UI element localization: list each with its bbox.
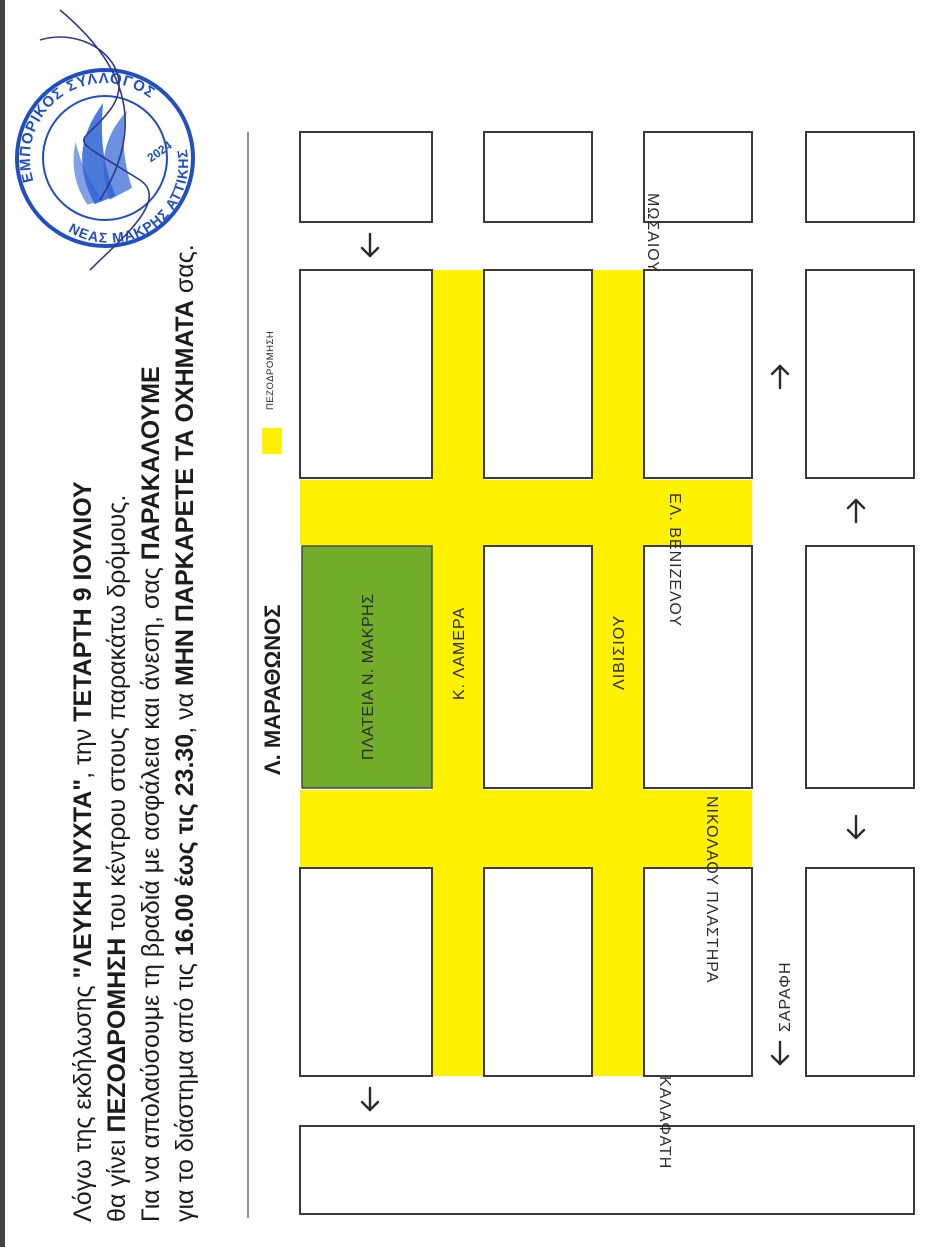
street-mozaiou: ΜΩΣΑΙΟΥ [644, 193, 661, 273]
city-block [300, 270, 432, 478]
street-plastira: ΝΙΚΟΛΑΟΥ ΠΛΑΣΤΗΡΑ [703, 796, 720, 984]
city-block [484, 270, 592, 478]
city-block [806, 132, 914, 222]
city-block [806, 546, 914, 788]
street-sarafi: ΣΑΡΑΦΗ [777, 961, 794, 1032]
city-block [484, 868, 592, 1076]
arrow-down-icon [848, 816, 864, 838]
plateia-label: ΠΛΑΤΕΙΑ Ν. ΜΑΚΡΗΣ [360, 593, 377, 760]
arrow-down-icon [772, 1042, 788, 1064]
notice-text-fragment: Λόγω της εκδήλωσης [69, 978, 97, 1222]
city-block [806, 868, 914, 1076]
pedestrian-zone-word: ΠΕΖΟΔΡΟΜΗΣΗ [103, 937, 131, 1133]
arrow-up-icon [772, 366, 788, 388]
legend-swatch [262, 428, 282, 454]
city-block [484, 132, 592, 222]
legend-label: ΠΕΖΟΔΡΟΜΗΣΗ [265, 330, 276, 410]
event-date: ΤΕΤΑΡΤΗ 9 ΙΟΥΛΙΟΥ [69, 481, 97, 722]
notice-text-fragment: θα γίνει [103, 1132, 131, 1222]
stamp-top-text: ΕΜΠΟΡΙΚΟΣ ΣΥΛΛΟΓΟΣ [16, 69, 159, 185]
event-name: "ΛΕΥΚΗ ΝΥΧΤΑ" [69, 778, 97, 979]
notice-text-fragment: Για να απολαύσουμε τη βραδιά με ασφάλεια και άνεση, σας [137, 560, 165, 1222]
street-venizelou: ΕΛ. ΒΕΝΙΖΕΛΟΥ [666, 493, 683, 627]
request-word: ΠΑΡΑΚΑΛΟΥΜΕ [137, 366, 165, 561]
stamp-year: 2024 [144, 138, 175, 165]
city-block [300, 132, 432, 222]
street-livisiou: ΛΙΒΙΣΙΟΥ [611, 614, 628, 690]
pedestrian-zone-venizelou [300, 480, 752, 545]
city-block [484, 546, 592, 788]
street-marathonos: Λ. ΜΑΡΑΘΩΝΟΣ [260, 604, 285, 775]
street-lamera: Κ. ΛΑΜΕΡΑ [451, 606, 468, 700]
time-range: 16.00 έως τις 23.30 [171, 733, 199, 957]
no-parking-text: ΜΗΝ ΠΑΡΚΑΡΕΤΕ ΤΑ ΟΧΗΜΑΤΑ [171, 300, 199, 686]
arrow-up-icon [848, 500, 864, 522]
notice-text-fragment: του κέντρου στους παρακάτω δρόμους. [103, 494, 131, 938]
notice-text-fragment: , να [171, 685, 199, 734]
stamp-bottom-text: ΝΕΑΣ ΜΑΚΡΗΣ ΑΤΤΙΚΗΣ [66, 147, 192, 246]
city-block [644, 868, 752, 1076]
city-block [806, 270, 914, 478]
city-block [644, 546, 752, 788]
pedestrian-zone-plastira [300, 790, 752, 868]
arrow-down-icon [362, 1088, 378, 1110]
city-block [644, 270, 752, 478]
notice-text-fragment: , την [69, 721, 97, 779]
street-kalafati: ΚΑΛΑΦΑΤΗ [656, 1076, 673, 1170]
association-stamp [0, 35, 228, 281]
arrow-down-icon [362, 234, 378, 256]
city-block-wide [300, 1126, 914, 1214]
city-block [300, 868, 432, 1076]
notice-text-fragment: σας. [171, 244, 199, 301]
notice-text-fragment: για το διάστημα από τις [171, 956, 199, 1222]
